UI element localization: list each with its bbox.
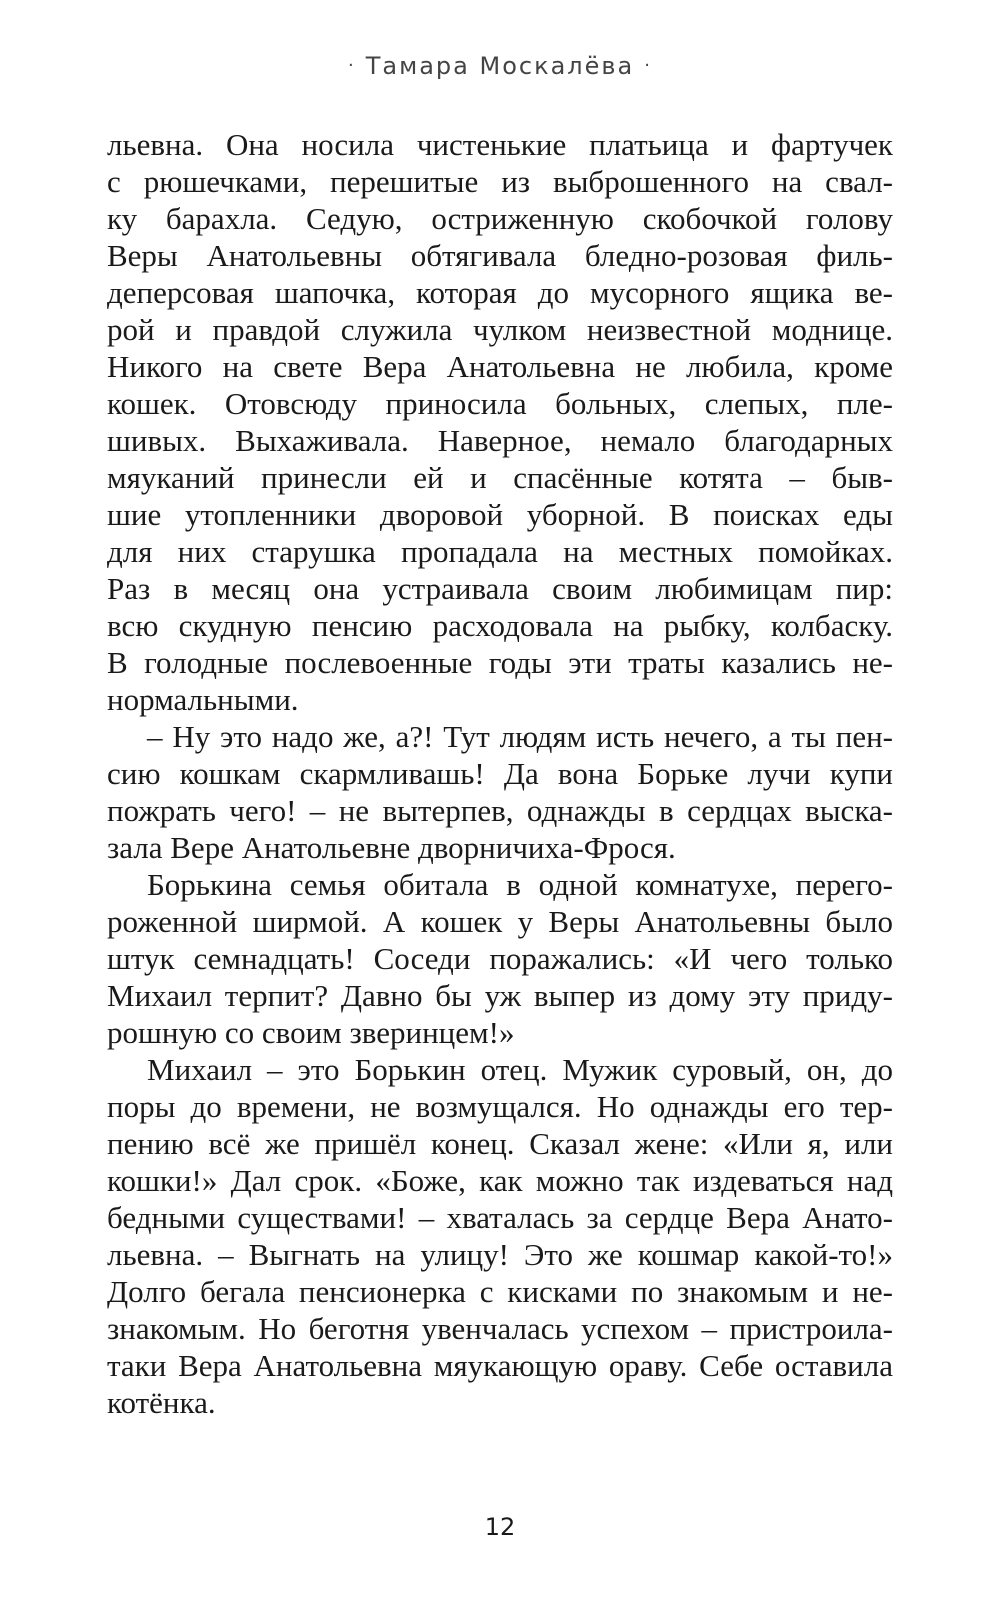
text-line: – Ну это надо же, а?! Тут людям исть нечего, а ты пен- — [147, 719, 893, 754]
text-line: для них старушка пропадала на местных помойках. — [107, 534, 893, 569]
text-line: котёнка. — [107, 1385, 216, 1420]
text-line: мяуканий принесли ей и спасённые котята – быв- — [107, 460, 893, 495]
running-header — [0, 52, 1000, 80]
text-line: В голодные послевоенные годы эти траты казались не- — [107, 645, 893, 680]
text-line: Раз в месяц она устраивала своим любимицам пир: — [107, 571, 893, 606]
text-line: льевна. Она носила чистенькие платьица и фартучек — [107, 127, 893, 162]
header-separator-right: · — [644, 55, 652, 76]
text-line: шие утопленники дворовой уборной. В поисках еды — [107, 497, 893, 532]
text-line: Михаил – это Борькин отец. Мужик суровый, он, до — [147, 1052, 893, 1087]
text-line: нормальными. — [107, 682, 299, 717]
text-line: льевна. – Выгнать на улицу! Это же кошмар какой-то!» — [107, 1237, 893, 1272]
text-line: Веры Анатольевны обтягивала бледно-розовая филь- — [107, 238, 893, 273]
header-separator-left: · — [348, 55, 356, 76]
text-line: Долго бегала пенсионерка с кисками по знакомым и не- — [107, 1274, 893, 1309]
text-line: пению всё же пришёл конец. Сказал жене: «Или я, или — [107, 1126, 893, 1161]
text-line: Никого на свете Вера Анатольевна не любила, кроме — [107, 349, 893, 384]
text-line: штук семнадцать! Соседи поражались: «И чего только — [107, 941, 893, 976]
text-line: шивых. Выхаживала. Наверное, немало благодарных — [107, 423, 893, 458]
page-number: 12 — [484, 1513, 516, 1541]
header-author: Тамара Москалёва — [365, 52, 635, 80]
text-line: бедными существами! – хваталась за сердце Вера Анато- — [107, 1200, 893, 1235]
text-line: рошную со своим зверинцем!» — [107, 1015, 515, 1050]
text-line: таки Вера Анатольевна мяукающую ораву. Себе оставила — [107, 1348, 893, 1383]
text-line: поры до времени, не возмущался. Но однажды его тер- — [107, 1089, 893, 1124]
text-line: ку барахла. Седую, остриженную скобочкой голову — [107, 201, 893, 236]
text-line: пожрать чего! – не вытерпев, однажды в сердцах выска- — [107, 793, 893, 828]
text-line: знакомым. Но беготня увенчалась успехом – пристроила- — [107, 1311, 893, 1346]
text-line: Михаил терпит? Давно бы уж выпер из дому эту приду- — [107, 978, 893, 1013]
text-line: зала Вере Анатольевне дворничиха-Фрося. — [107, 830, 676, 865]
body-text — [107, 126, 893, 1421]
text-line: кошки!» Дал срок. «Боже, как можно так издеваться над — [107, 1163, 893, 1198]
text-line: кошек. Отовсюду приносила больных, слепых, пле- — [107, 386, 893, 421]
text-line: сию кошкам скармливашь! Да вона Борьке лучи купи — [107, 756, 893, 791]
text-line: Борькина семья обитала в одной комнатухе, перего- — [147, 867, 893, 902]
text-line: деперсовая шапочка, которая до мусорного ящика ве- — [107, 275, 893, 310]
text-line: с рюшечками, перешитые из выброшенного на свал- — [107, 164, 893, 199]
text-line: рой и правдой служила чулком неизвестной моднице. — [107, 312, 893, 347]
text-line: всю скудную пенсию расходовала на рыбку, колбаску. — [107, 608, 893, 643]
text-line: роженной ширмой. А кошек у Веры Анатольевны было — [107, 904, 893, 939]
